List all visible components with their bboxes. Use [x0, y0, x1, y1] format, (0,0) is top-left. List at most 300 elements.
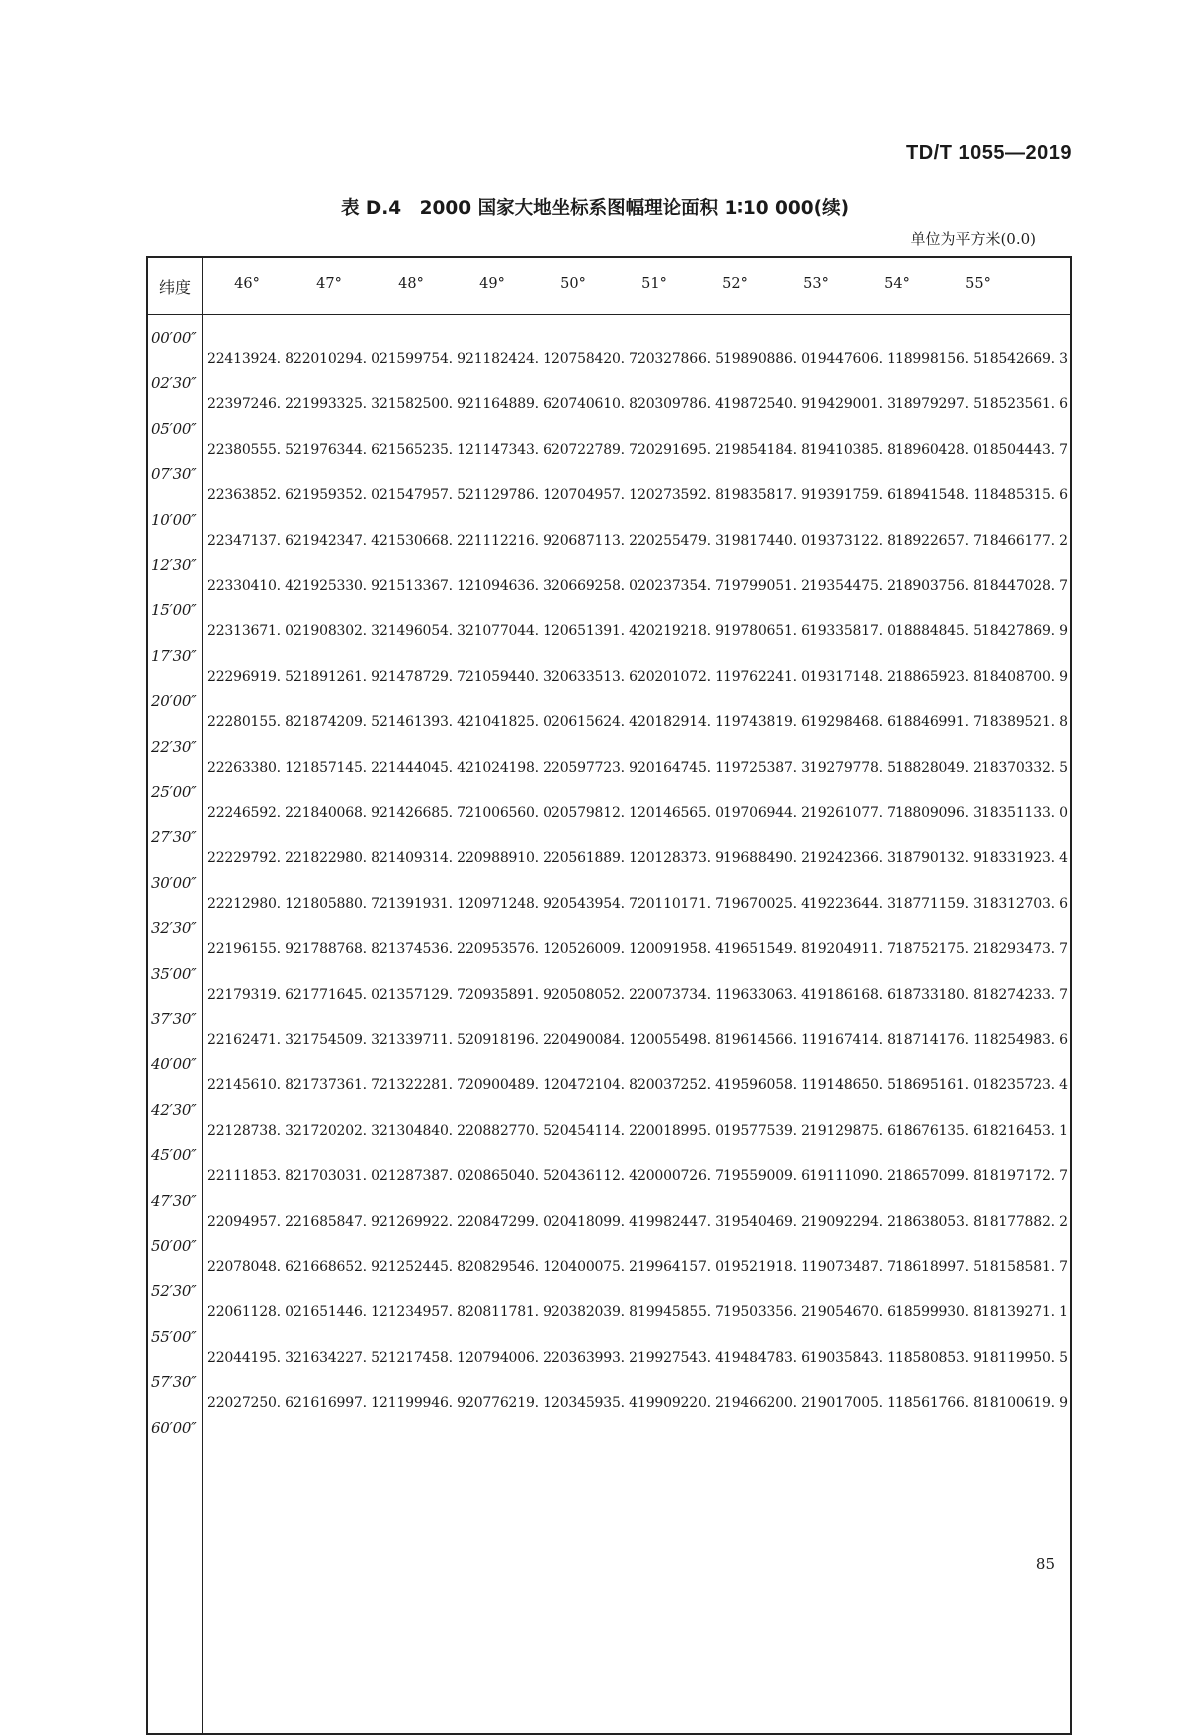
area-cell: 19242366. 3 [809, 850, 896, 867]
area-cell: 18733180. 8 [895, 986, 982, 1003]
area-cell: 19073487. 7 [809, 1259, 896, 1275]
longitude-header: 54° [884, 276, 910, 292]
area-cell: 21857145. 2 [293, 759, 380, 776]
area-cell: 21444045. 4 [379, 759, 466, 776]
area-cell: 21217458. 1 [379, 1349, 466, 1366]
longitude-header-row [203, 258, 1070, 315]
area-cell: 20794006. 2 [465, 1349, 552, 1366]
area-cell: 20382039. 8 [551, 1304, 638, 1321]
area-cell: 18790132. 9 [895, 850, 982, 867]
longitude-header: 50° [560, 276, 586, 292]
table-row [207, 987, 1067, 1003]
area-cell: 19111090. 2 [809, 1168, 896, 1185]
area-cell: 20508052. 2 [551, 986, 638, 1003]
area-cell: 22179319. 6 [207, 986, 294, 1003]
area-cell: 22212980. 1 [207, 895, 294, 912]
longitude-header: 52° [722, 276, 748, 292]
area-cell: 20490084. 1 [551, 1032, 638, 1048]
area-cell: 21840068. 9 [293, 805, 380, 821]
area-cell: 20526009. 1 [551, 941, 638, 958]
area-cell: 18752175. 2 [895, 941, 982, 958]
area-cell: 20633513. 6 [551, 668, 638, 685]
area-cell: 18235723. 4 [981, 1077, 1068, 1094]
latitude-label: 32′30″ [151, 919, 197, 938]
area-cell: 21496054. 3 [379, 623, 466, 640]
area-cell: 19559009. 6 [723, 1168, 810, 1185]
area-cell: 21874209. 5 [293, 714, 380, 731]
area-cell: 21147343. 6 [465, 441, 552, 458]
table-row [207, 1214, 1067, 1230]
area-cell: 18979297. 5 [895, 396, 982, 413]
area-cell: 20073734. 1 [637, 986, 724, 1003]
area-cell: 18561766. 8 [895, 1395, 982, 1412]
table-row [207, 1032, 1067, 1048]
area-cell: 19335817. 0 [809, 623, 896, 640]
area-cell: 18695161. 0 [895, 1077, 982, 1094]
area-cell: 19391759. 6 [809, 487, 896, 504]
area-cell: 21925330. 9 [293, 578, 380, 594]
area-cell: 19279778. 5 [809, 759, 896, 776]
area-cell: 21599754. 9 [379, 351, 466, 367]
latitude-label: 30′00″ [151, 873, 197, 892]
area-cell: 21041825. 0 [465, 714, 552, 731]
latitude-label: 25′00″ [151, 783, 197, 801]
area-cell: 18846991. 7 [895, 714, 982, 731]
area-cell: 20018995. 0 [637, 1122, 724, 1139]
area-cell: 19373122. 8 [809, 532, 896, 549]
area-cell: 18331923. 4 [981, 850, 1068, 867]
table-row [207, 805, 1067, 821]
area-cell: 19447606. 1 [809, 351, 896, 367]
latitude-label: 60′00″ [151, 1418, 197, 1437]
area-cell: 22380555. 5 [207, 441, 294, 458]
area-cell: 20579812. 1 [551, 805, 638, 821]
area-cell: 19540469. 2 [723, 1213, 810, 1230]
area-cell: 20776219. 1 [465, 1395, 552, 1412]
area-cell: 19780651. 6 [723, 623, 810, 640]
area-cell: 20561889. 1 [551, 850, 638, 867]
area-cell: 19429001. 3 [809, 396, 896, 413]
area-cell: 18274233. 7 [981, 986, 1068, 1003]
latitude-label: 40′00″ [151, 1055, 197, 1074]
area-cell: 19466200. 2 [723, 1395, 810, 1412]
area-cell: 20219218. 9 [637, 623, 724, 640]
area-cell: 18216453. 1 [981, 1122, 1068, 1139]
area-cell: 21006560. 0 [465, 805, 552, 821]
area-cell: 21426685. 7 [379, 805, 466, 821]
area-cell: 22363852. 6 [207, 487, 294, 504]
area-cell: 18447028. 7 [981, 578, 1068, 594]
area-table [146, 256, 1072, 1735]
area-cell: 20164745. 1 [637, 759, 724, 776]
table-row [207, 850, 1067, 866]
latitude-label: 22′30″ [151, 737, 197, 756]
area-cell: 21094636. 3 [465, 578, 552, 594]
area-cell: 18809096. 3 [895, 805, 982, 821]
area-cell: 19633063. 4 [723, 986, 810, 1003]
area-cell: 19927543. 4 [637, 1349, 724, 1366]
area-cell: 19410385. 8 [809, 441, 896, 458]
area-cell: 19854184. 8 [723, 441, 810, 458]
area-cell: 20615624. 4 [551, 714, 638, 731]
area-cell: 21478729. 7 [379, 668, 466, 685]
area-cell: 20237354. 7 [637, 578, 724, 594]
area-cell: 20829546. 1 [465, 1259, 552, 1275]
longitude-header: 46° [234, 276, 260, 292]
area-cell: 18676135. 6 [895, 1122, 982, 1139]
area-cell: 21164889. 6 [465, 396, 552, 413]
area-cell: 18466177. 2 [981, 532, 1068, 549]
area-cell: 22078048. 6 [207, 1259, 294, 1275]
longitude-header: 53° [803, 276, 829, 292]
area-cell: 21805880. 7 [293, 895, 380, 912]
area-cell: 22128738. 3 [207, 1122, 294, 1139]
area-cell: 19204911. 7 [809, 941, 896, 958]
table-row [207, 1304, 1067, 1320]
area-cell: 21269922. 2 [379, 1213, 466, 1230]
area-cell: 21199946. 9 [379, 1395, 466, 1412]
area-cell: 19017005. 1 [809, 1395, 896, 1412]
area-cell: 20988910. 2 [465, 850, 552, 867]
area-cell: 19743819. 6 [723, 714, 810, 731]
area-cell: 18139271. 1 [981, 1304, 1068, 1321]
latitude-label: 55′00″ [151, 1327, 197, 1346]
area-cell: 21822980. 8 [293, 850, 380, 867]
area-cell: 20273592. 8 [637, 487, 724, 504]
latitude-label: 15′00″ [151, 601, 197, 620]
area-cell: 21754509. 3 [293, 1032, 380, 1048]
area-cell: 19261077. 7 [809, 805, 896, 821]
table-row [207, 1123, 1067, 1139]
area-cell: 18408700. 9 [981, 668, 1068, 685]
table-row [207, 941, 1067, 957]
area-cell: 18998156. 5 [895, 351, 982, 367]
area-cell: 18903756. 8 [895, 578, 982, 594]
area-cell: 18504443. 7 [981, 441, 1068, 458]
area-cell: 19890886. 0 [723, 351, 810, 367]
area-cell: 21322281. 7 [379, 1077, 466, 1094]
area-cell: 18714176. 1 [895, 1032, 982, 1048]
longitude-header: 51° [641, 276, 667, 292]
area-cell: 20055498. 8 [637, 1032, 724, 1048]
area-cell: 21547957. 5 [379, 487, 466, 504]
area-cell: 20687113. 2 [551, 532, 638, 549]
longitude-header: 55° [965, 276, 991, 292]
latitude-label: 27′30″ [151, 828, 197, 847]
area-cell: 19186168. 6 [809, 986, 896, 1003]
area-cell: 20037252. 4 [637, 1077, 724, 1094]
area-cell: 19596058. 1 [723, 1077, 810, 1094]
area-cell: 18158581. 7 [981, 1259, 1068, 1275]
area-cell: 19223644. 3 [809, 895, 896, 912]
area-cell: 20327866. 5 [637, 351, 724, 367]
table-title: 表 D.4 2000 国家大地坐标系图幅理论面积 1∶10 000(续) [340, 198, 850, 219]
table-row [207, 714, 1067, 730]
area-cell: 20345935. 4 [551, 1395, 638, 1412]
area-cell: 21565235. 1 [379, 441, 466, 458]
table-row [207, 1395, 1067, 1411]
table-row [207, 487, 1067, 503]
latitude-column [148, 315, 203, 1733]
area-cell: 19725387. 3 [723, 759, 810, 776]
area-cell: 18828049. 2 [895, 759, 982, 776]
longitude-header: 49° [479, 276, 505, 292]
area-cell: 19167414. 8 [809, 1032, 896, 1048]
area-cell: 18638053. 8 [895, 1213, 982, 1230]
area-cell: 22263380. 1 [207, 759, 294, 776]
area-cell: 21668652. 9 [293, 1259, 380, 1275]
area-cell: 20291695. 2 [637, 441, 724, 458]
area-cell: 21339711. 5 [379, 1032, 466, 1048]
area-cell: 19762241. 0 [723, 668, 810, 685]
area-cell: 20472104. 8 [551, 1077, 638, 1094]
longitude-header: 47° [316, 276, 342, 292]
area-cell: 21634227. 5 [293, 1349, 380, 1366]
area-cell: 20935891. 9 [465, 986, 552, 1003]
area-cell: 20309786. 4 [637, 396, 724, 413]
table-row [207, 669, 1067, 685]
area-cell: 19484783. 6 [723, 1349, 810, 1366]
area-cell: 20454114. 2 [551, 1122, 638, 1139]
area-cell: 21234957. 8 [379, 1304, 466, 1321]
area-cell: 22010294. 0 [293, 351, 380, 367]
area-cell: 21616997. 1 [293, 1395, 380, 1412]
table-row [207, 396, 1067, 412]
area-cell: 19148650. 5 [809, 1077, 896, 1094]
area-cell: 21409314. 2 [379, 850, 466, 867]
area-cell: 22229792. 2 [207, 850, 294, 867]
area-cell: 22027250. 6 [207, 1395, 294, 1412]
area-cell: 22111853. 8 [207, 1168, 294, 1185]
area-cell: 21582500. 9 [379, 396, 466, 413]
area-cell: 21357129. 7 [379, 986, 466, 1003]
table-row [207, 896, 1067, 912]
area-cell: 22330410. 4 [207, 578, 294, 594]
area-cell: 21129786. 1 [465, 487, 552, 504]
latitude-header: 纬度 [148, 258, 203, 315]
area-cell: 19614566. 1 [723, 1032, 810, 1048]
area-cell: 21908302. 3 [293, 623, 380, 640]
latitude-label: 17′30″ [151, 646, 197, 665]
area-cell: 19651549. 8 [723, 941, 810, 958]
area-cell: 18941548. 1 [895, 487, 982, 504]
area-cell: 19298468. 6 [809, 714, 896, 731]
area-cell: 20865040. 5 [465, 1168, 552, 1185]
latitude-label: 45′00″ [151, 1146, 197, 1165]
area-cell: 18351133. 0 [981, 805, 1068, 821]
area-cell: 20811781. 9 [465, 1304, 552, 1321]
area-cell: 21685847. 9 [293, 1213, 380, 1230]
area-cell: 20201072. 1 [637, 668, 724, 685]
area-cell: 21959352. 0 [293, 487, 380, 504]
latitude-label: 37′30″ [151, 1010, 197, 1028]
area-cell: 19982447. 3 [637, 1213, 724, 1230]
area-cell: 22094957. 2 [207, 1213, 294, 1230]
table-row [207, 442, 1067, 458]
table-row [207, 533, 1067, 549]
latitude-label: 07′30″ [151, 465, 197, 484]
area-cell: 20900489. 1 [465, 1077, 552, 1094]
area-cell: 18618997. 5 [895, 1259, 982, 1275]
area-cell: 18922657. 7 [895, 532, 982, 549]
latitude-label: 57′30″ [151, 1373, 197, 1392]
table-row [207, 760, 1067, 776]
area-cell: 20418099. 4 [551, 1213, 638, 1230]
area-cell: 20847299. 0 [465, 1213, 552, 1230]
area-cell: 20110171. 7 [637, 895, 724, 912]
area-cell: 22145610. 8 [207, 1077, 294, 1094]
area-cell: 21077044. 1 [465, 623, 552, 640]
area-cell: 19817440. 0 [723, 532, 810, 549]
area-cell: 19964157. 0 [637, 1259, 724, 1275]
area-cell: 21720202. 3 [293, 1122, 380, 1139]
latitude-label: 05′00″ [151, 419, 197, 438]
area-cell: 19706944. 2 [723, 805, 810, 821]
area-cell: 20000726. 7 [637, 1168, 724, 1185]
area-cell: 20882770. 5 [465, 1122, 552, 1139]
latitude-label: 20′00″ [151, 692, 197, 711]
area-cell: 20740610. 8 [551, 396, 638, 413]
area-cell: 18485315. 6 [981, 487, 1068, 504]
unit-note: 单位为平方米(0.0) [910, 230, 1036, 248]
table-row [207, 1168, 1067, 1184]
area-cell: 19503356. 2 [723, 1304, 810, 1321]
area-cell: 22280155. 8 [207, 714, 294, 731]
latitude-label: 00′00″ [151, 329, 197, 347]
area-cell: 20091958. 4 [637, 941, 724, 958]
area-cell: 20953576. 1 [465, 941, 552, 958]
area-cell: 21703031. 0 [293, 1168, 380, 1185]
area-cell: 19092294. 2 [809, 1213, 896, 1230]
area-cell: 22313671. 0 [207, 623, 294, 640]
area-cell: 21513367. 1 [379, 578, 466, 594]
area-cell: 21942347. 4 [293, 532, 380, 549]
area-cell: 21771645. 0 [293, 986, 380, 1003]
latitude-label: 42′30″ [151, 1100, 197, 1119]
area-cell: 19799051. 2 [723, 578, 810, 594]
latitude-label: 50′00″ [151, 1237, 197, 1255]
area-cell: 18884845. 5 [895, 623, 982, 640]
latitude-label: 52′30″ [151, 1282, 197, 1301]
area-cell: 20918196. 2 [465, 1032, 552, 1048]
area-cell: 19521918. 1 [723, 1259, 810, 1275]
area-cell: 18865923. 8 [895, 668, 982, 685]
area-cell: 20146565. 0 [637, 805, 724, 821]
area-cell: 21788768. 8 [293, 941, 380, 958]
area-cell: 19945855. 7 [637, 1304, 724, 1321]
area-cell: 22413924. 8 [207, 351, 294, 367]
area-cell: 22246592. 2 [207, 805, 294, 821]
area-cell: 19317148. 2 [809, 668, 896, 685]
table-body [203, 315, 1070, 1733]
area-cell: 21059440. 3 [465, 668, 552, 685]
area-cell: 20128373. 9 [637, 850, 724, 867]
area-cell: 22347137. 6 [207, 532, 294, 549]
area-cell: 21651446. 1 [293, 1304, 380, 1321]
area-cell: 20669258. 0 [551, 578, 638, 594]
table-row [207, 351, 1067, 367]
area-cell: 18254983. 6 [981, 1032, 1068, 1048]
area-cell: 18599930. 8 [895, 1304, 982, 1321]
area-cell: 21737361. 7 [293, 1077, 380, 1094]
area-cell: 20436112. 4 [551, 1168, 638, 1185]
table-row [207, 1259, 1067, 1275]
area-cell: 19054670. 6 [809, 1304, 896, 1321]
area-cell: 19129875. 6 [809, 1122, 896, 1139]
area-cell: 20255479. 3 [637, 532, 724, 549]
area-cell: 22044195. 3 [207, 1349, 294, 1366]
area-cell: 21112216. 9 [465, 532, 552, 549]
area-cell: 18197172. 7 [981, 1168, 1068, 1185]
area-cell: 18100619. 9 [981, 1395, 1068, 1412]
latitude-label: 10′00″ [151, 510, 197, 529]
area-cell: 22162471. 3 [207, 1032, 294, 1048]
area-cell: 18119950. 5 [981, 1349, 1068, 1366]
area-cell: 21287387. 0 [379, 1168, 466, 1185]
area-cell: 20758420. 7 [551, 351, 638, 367]
area-cell: 19909220. 2 [637, 1395, 724, 1412]
area-cell: 19835817. 9 [723, 487, 810, 504]
area-cell: 20971248. 9 [465, 895, 552, 912]
area-cell: 19670025. 4 [723, 895, 810, 912]
area-cell: 22397246. 2 [207, 396, 294, 413]
area-cell: 18427869. 9 [981, 623, 1068, 640]
latitude-label: 12′30″ [151, 556, 197, 574]
table-row [207, 1077, 1067, 1093]
area-cell: 20363993. 2 [551, 1349, 638, 1366]
area-cell: 19688490. 2 [723, 850, 810, 867]
area-cell: 21024198. 2 [465, 759, 552, 776]
area-cell: 21182424. 1 [465, 351, 552, 367]
area-cell: 19577539. 2 [723, 1122, 810, 1139]
area-cell: 22196155. 9 [207, 941, 294, 958]
area-cell: 20182914. 1 [637, 714, 724, 731]
latitude-label: 35′00″ [151, 964, 197, 983]
area-cell: 18771159. 3 [895, 895, 982, 912]
area-cell: 18657099. 8 [895, 1168, 982, 1185]
area-cell: 22061128. 0 [207, 1304, 294, 1321]
area-cell: 20722789. 7 [551, 441, 638, 458]
area-cell: 18177882. 2 [981, 1213, 1068, 1230]
area-cell: 20597723. 9 [551, 759, 638, 776]
area-cell: 18523561. 6 [981, 396, 1068, 413]
area-cell: 20651391. 4 [551, 623, 638, 640]
area-cell: 19872540. 9 [723, 396, 810, 413]
area-cell: 20543954. 7 [551, 895, 638, 912]
area-cell: 19035843. 1 [809, 1349, 896, 1366]
area-cell: 18542669. 3 [981, 351, 1068, 367]
area-cell: 21391931. 1 [379, 895, 466, 912]
area-cell: 21976344. 6 [293, 441, 380, 458]
longitude-header: 48° [398, 276, 424, 292]
area-cell: 21993325. 3 [293, 396, 380, 413]
area-cell: 21461393. 4 [379, 714, 466, 731]
area-cell: 18960428. 0 [895, 441, 982, 458]
area-cell: 18370332. 5 [981, 759, 1068, 776]
area-cell: 20704957. 1 [551, 487, 638, 504]
area-cell: 21304840. 2 [379, 1122, 466, 1139]
area-cell: 21530668. 2 [379, 532, 466, 549]
table-row [207, 1350, 1067, 1366]
latitude-label: 02′30″ [151, 374, 197, 393]
area-cell: 21374536. 2 [379, 941, 466, 958]
area-cell: 21891261. 9 [293, 668, 380, 685]
table-row [207, 578, 1067, 594]
area-cell: 18293473. 7 [981, 941, 1068, 958]
area-cell: 22296919. 5 [207, 668, 294, 685]
area-cell: 18389521. 8 [981, 714, 1068, 731]
page-number: 85 [1035, 1555, 1055, 1573]
